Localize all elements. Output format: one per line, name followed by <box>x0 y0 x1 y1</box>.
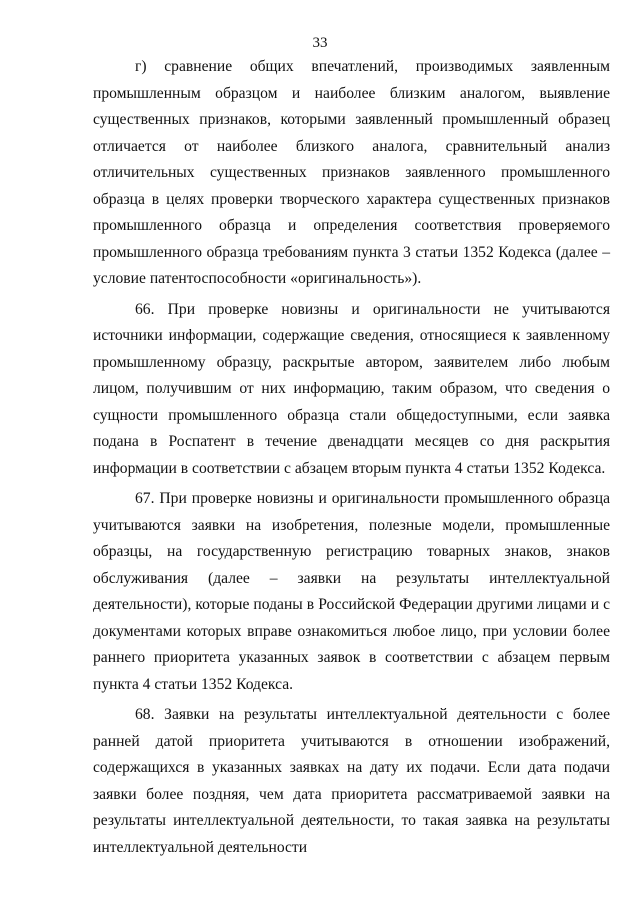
paragraph-68: 68. Заявки на результаты интеллектуальной деятельности с более ранней датой приоритета учитываются в отношении изображений, содержащихся в указанных заявках на дату их подачи. Если дата подачи заявки более поздняя, чем дата приоритета рассматриваемой заявки на результаты интеллектуальной деятельности, то такая заявка на результаты интеллектуальной деятельности <box>93 706 610 856</box>
document-body <box>93 54 610 861</box>
paragraph-g: г) сравнение общих впечатлений, производимых заявленным промышленным образцом и наиболее близким аналогом, выявление существенных признаков, которыми заявленный промышленный образец отличается от наиболее близкого аналога, сравнительный анализ отличительных существенных признаков заявленного промышленного образца в целях проверки творческого характера существенных признаков промышленного образца и определения соответствия проверяемого промышленного образца требованиям пункта 3 статьи 1352 Кодекса (далее – условие патентоспособности «оригинальность»). <box>93 58 610 287</box>
paragraph-66: 66. При проверке новизны и оригинальности не учитываются источники информации, содержащие сведения, относящиеся к заявленному промышленному образцу, раскрытые автором, заявителем либо любым лицом, получившим от них информацию, таким образом, что сведения о сущности промышленного образца стали общедоступными, если заявка подана в Роспатент в течение двенадцати месяцев со дня раскрытия информации в соответствии с абзацем вторым пункта 4 статьи 1352 Кодекса. <box>93 300 610 477</box>
paragraph-67: 67. При проверке новизны и оригинальности промышленного образца учитываются заявки на изобретения, полезные модели, промышленные образцы, на государственную регистрацию товарных знаков, знаков обслуживания (далее – заявки на результаты интеллектуальной деятельности), которые поданы в Российской Федерации другими лицами и с документами которых вправе ознакомиться любое лицо, при условии более раннего приоритета указанных заявок в соответствии с абзацем первым пункта 4 статьи 1352 Кодекса. <box>93 490 610 693</box>
page-number: 33 <box>312 35 328 51</box>
